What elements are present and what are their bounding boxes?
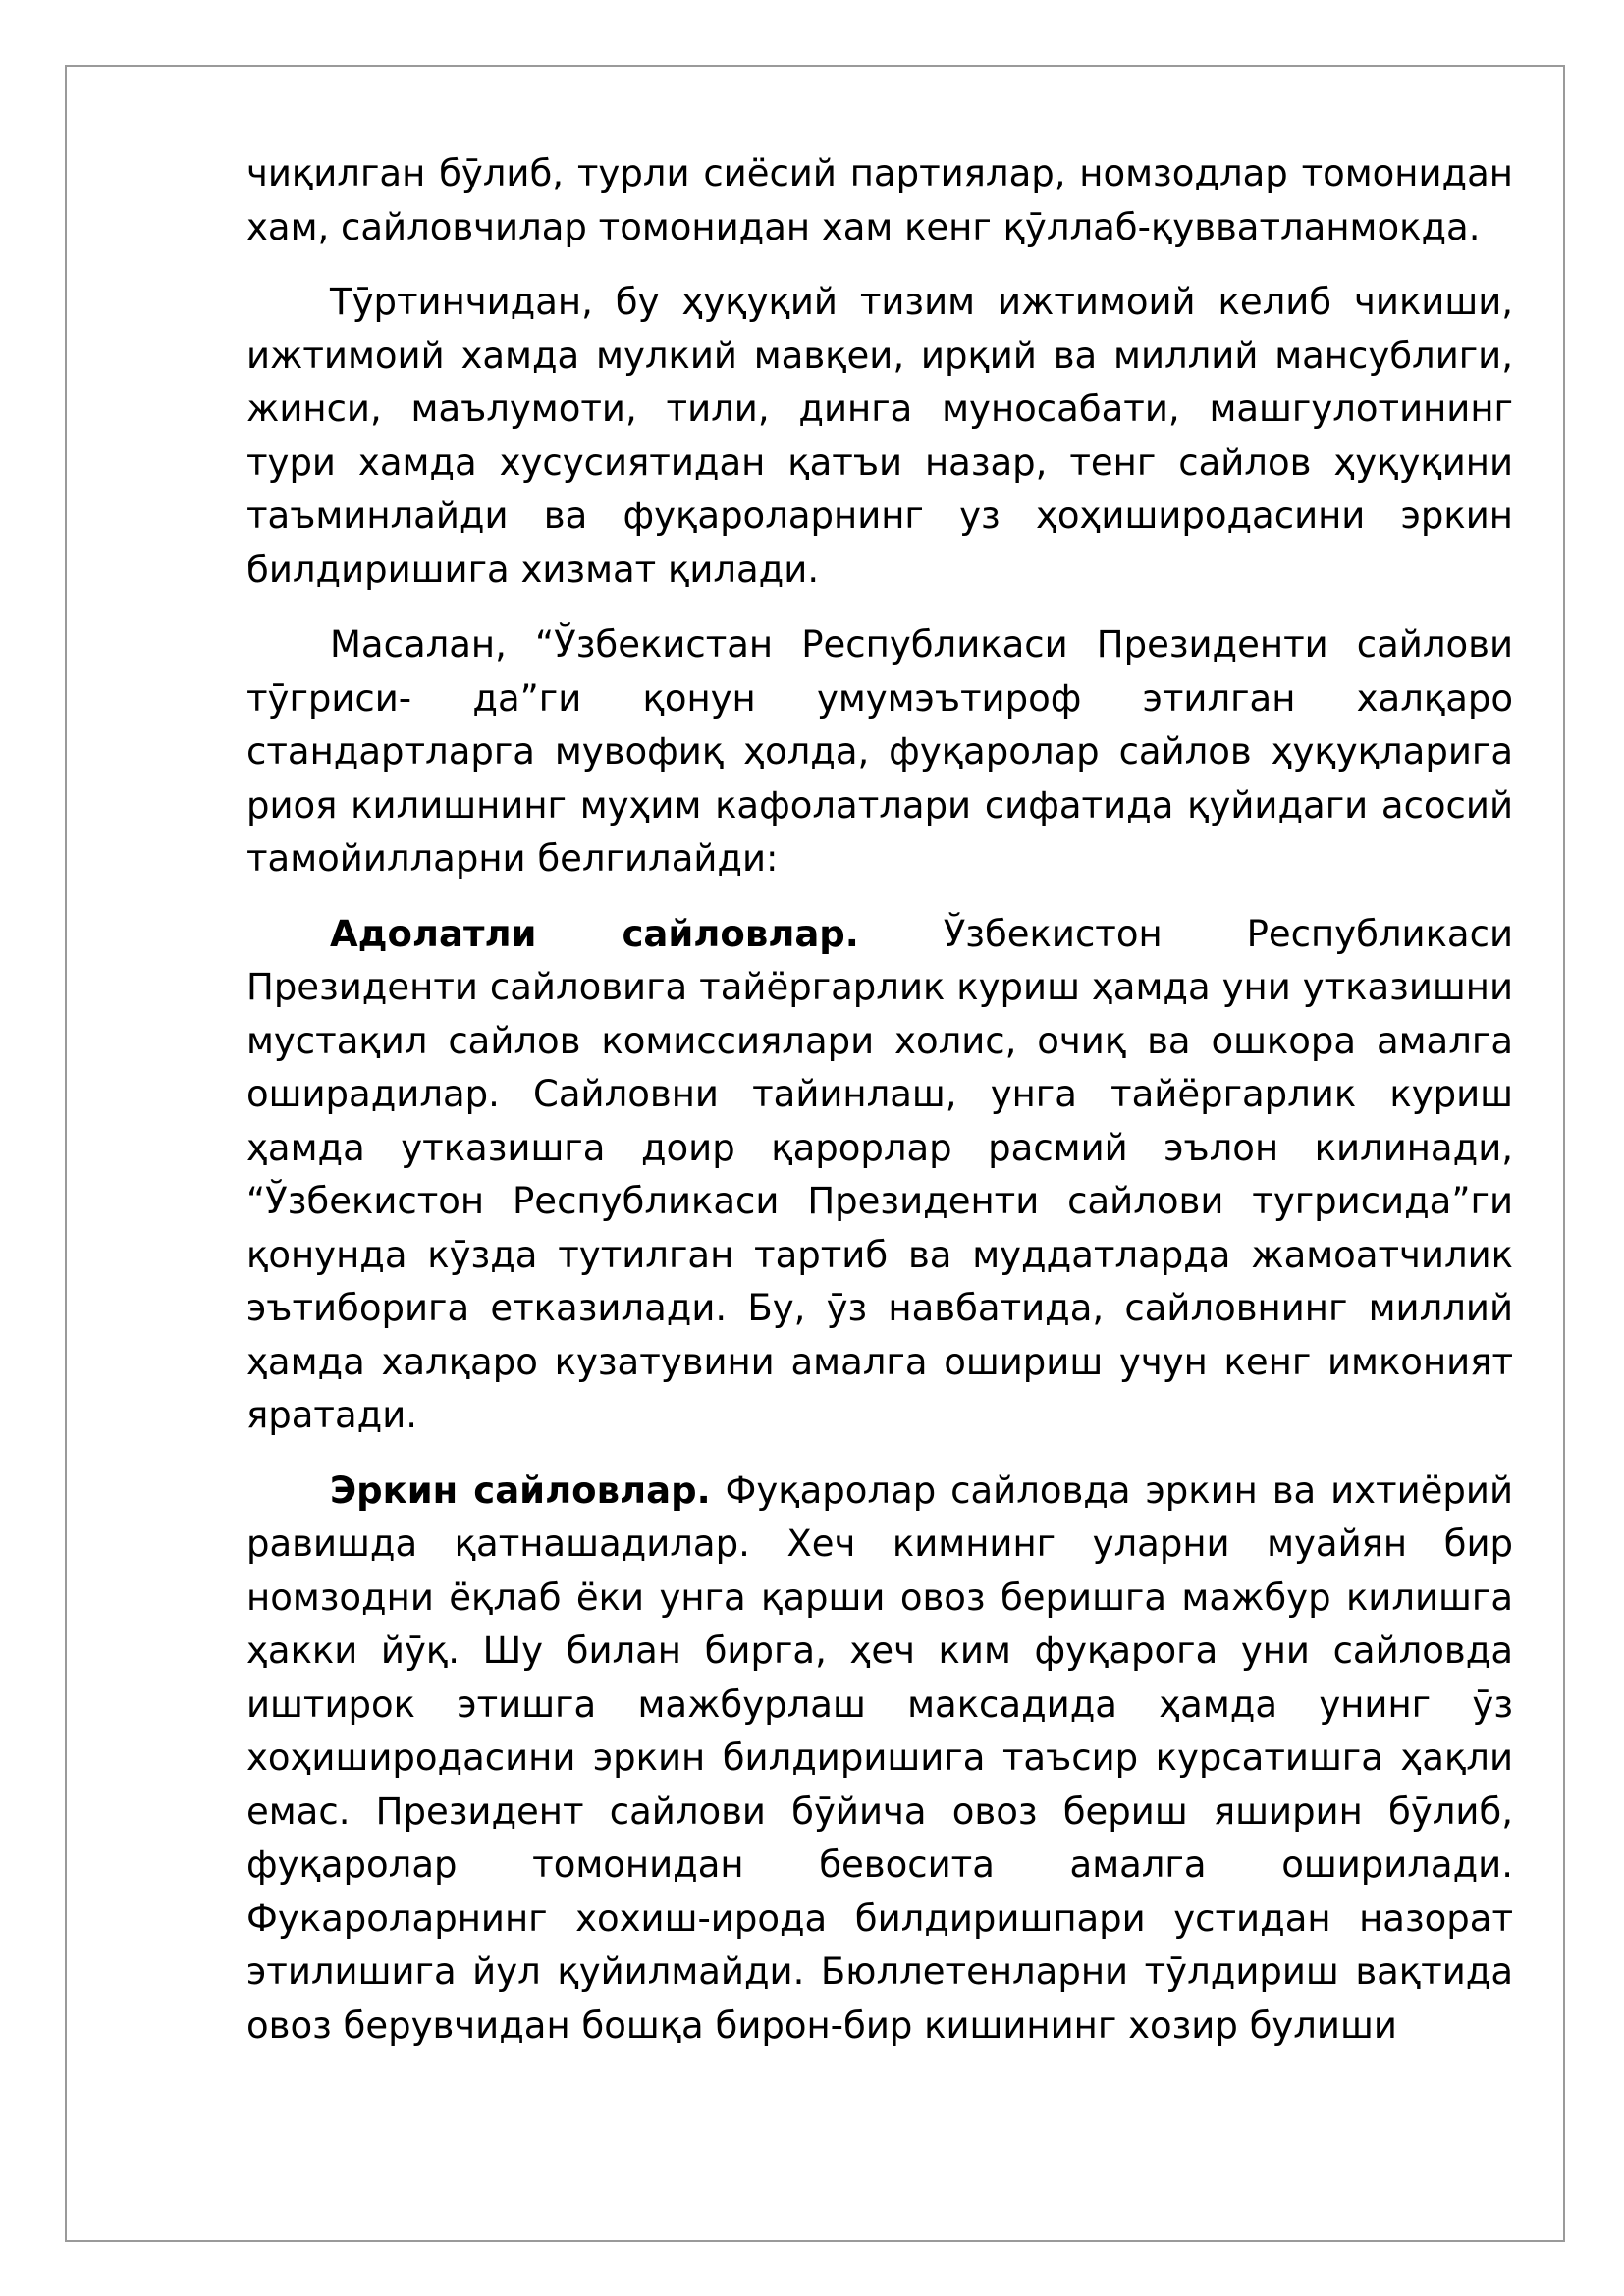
paragraph-for-example (246, 618, 1513, 886)
paragraph-fair-elections (246, 908, 1513, 1443)
paragraph-free-elections (246, 1465, 1513, 2054)
paragraph-fourthly (246, 276, 1513, 597)
paragraph-text: Масалан, “Ўзбекистан Республикаси Президенти сайлови тӯгриси- да”ги қонун умумэътироф этилган халқаро стандартларга мувофиқ ҳолда, фуқаролар сайлов ҳуқуқларига риоя килишнинг муҳим кафолатлари сифатида қуйидаги асосий тамойилларни белгилайди: (246, 623, 1513, 880)
document-body (246, 147, 1513, 2074)
paragraph-continuation (246, 147, 1513, 254)
paragraph-text: Ўзбекистон Республикаси Президенти сайловига тайёргарлик куриш ҳамда уни утказишни мустақил сайлов комиссиялари холис, очиқ ва ошкора амалга оширадилар. Сайловни тайинлаш, унга тайёргарлик куриш ҳамда утказишга доир қарорлар расмий эълон килинади, “Ўзбекистон Республикаси Президенти сайлови тугрисида”ги қонунда кӯзда тутилган тартиб ва муддатларда жамоатчилик эътиборига етказилади. Бу, ӯз навбатида, сайловнинг миллий ҳамда халқаро кузатувини амалга ошириш учун кенг имконият яратади. (246, 912, 1513, 1436)
paragraph-heading: Адолатли сайловлар. (330, 912, 859, 955)
paragraph-text: Тӯртинчидан, бу ҳуқуқий тизим ижтимоий келиб чикиши, ижтимоий хамда мулкий мавқеи, ирқий ва миллий мансублиги, жинси, маълумоти, тили, динга муносабати, машгулотининг тури хамда хусусиятидан қатъи назар, тенг сайлов ҳуқуқини таъминлайди ва фуқароларнинг уз ҳоҳиширодасини эркин билдиришига хизмат қилади. (246, 281, 1513, 591)
paragraph-text: Фуқаролар сайловда эркин ва ихтиёрий равишда қатнашадилар. Хеч кимнинг уларни муайян бир номзодни ёқлаб ёки унга қарши овоз беришга мажбур килишга ҳакки йӯқ. Шу билан бирга, ҳеч ким фуқарога уни сайловда иштирок этишга мажбурлаш максадида ҳамда унинг ӯз хоҳиширодасини эркин билдиришига таъсир курсатишга ҳақли емас. Президент сайлови бӯйича овоз бериш яширин бӯлиб, фуқаролар томонидан бевосита амалга оширилади. Фукароларнинг хохиш-ирода билдиришпари устидан назорат этилишига йул қуйилмайди. Бюллетенларни тӯлдириш вақтида овоз берувчидан бошқа бирон-бир кишининг хозир булиши (246, 1468, 1513, 2047)
paragraph-heading: Эркин сайловлар. (330, 1468, 711, 1512)
paragraph-text: чиқилган бӯлиб, турли сиёсий партиялар, номзодлар томонидан хам, сайловчилар томонидан хам кенг қӯллаб-қувватланмокда. (246, 152, 1513, 248)
